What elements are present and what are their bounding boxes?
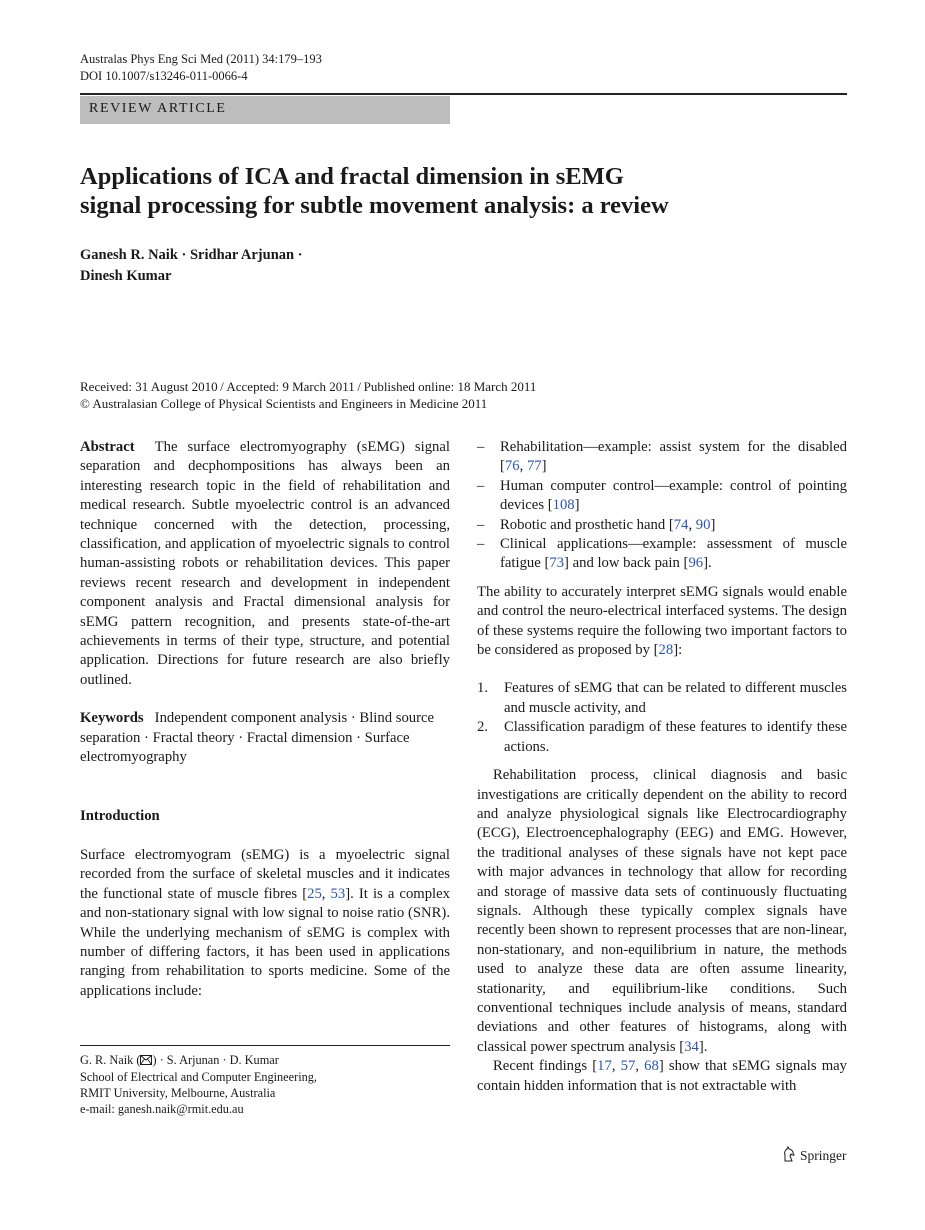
left-column [80, 438, 450, 1001]
ref-close: ] [710, 516, 716, 533]
ref-link[interactable]: 53 [330, 885, 346, 902]
ref-close: ] [574, 497, 580, 514]
footnote-rule [80, 1045, 450, 1046]
list-item-text: Clinical applications—example: assessment of muscle fatigue [ [500, 536, 847, 572]
ref-link[interactable]: 76 [504, 458, 520, 475]
author-footnote [80, 1052, 317, 1117]
introduction-heading: Introduction [80, 807, 160, 824]
ref-link[interactable]: 96 [688, 555, 704, 572]
authors-line-1: Ganesh R. Naik · Sridhar Arjunan · [80, 247, 303, 263]
title-line-1: Applications of ICA and fractal dimension in sEMG [80, 163, 624, 190]
intro-text-a: Surface electromyogram (sEMG) is a myoelectric signal recorded from the surface of skeletal muscles and it indicates the functional state of muscle fibres [ [80, 846, 450, 902]
publisher-name: Springer [800, 1148, 847, 1163]
section-bar [80, 96, 450, 124]
list-item [477, 679, 847, 718]
header-rule [80, 93, 847, 95]
abstract [80, 438, 450, 690]
footnote-line-1a: G. R. Naik ( [80, 1053, 141, 1067]
abstract-label: Abstract [80, 439, 135, 455]
copyright-line: © Australasian College of Physical Scientists and Engineers in Medicine 2011 [80, 396, 488, 411]
list-item-text: Features of sEMG that can be related to different muscles and muscle activity, and [504, 680, 847, 716]
journal-citation [80, 51, 322, 85]
recent-text-a: Recent findings [ [493, 1058, 598, 1075]
list-item [477, 535, 847, 574]
springer-horse-icon [782, 1146, 796, 1166]
keywords-text: Independent component analysis · Blind source separation · Fractal theory · Fractal dimension · Surface electromyography [80, 710, 435, 766]
list-item-mid: ] and low back pain [ [564, 555, 689, 572]
dash-marker: – [477, 516, 485, 533]
publication-history [80, 378, 536, 412]
dash-marker: – [477, 439, 485, 455]
authors-line-2: Dinesh Kumar [80, 268, 172, 284]
author-list [80, 245, 303, 287]
ref-link[interactable]: 77 [526, 458, 542, 475]
right-column [477, 438, 847, 1096]
dates-line: Received: 31 August 2010 / Accepted: 9 March 2011 / Published online: 18 March 2011 [80, 379, 537, 394]
recent-paragraph: Recent findings [17, 57, 68] show that sEMG signals may contain hidden information that is not extractable with [477, 1058, 847, 1094]
footnote-line-1 [80, 1052, 317, 1069]
ref-link[interactable]: 90 [695, 516, 711, 533]
rehab-text-b: ]. [698, 1038, 708, 1055]
ref-link[interactable]: 73 [549, 555, 565, 572]
list-item [477, 477, 847, 516]
keywords [80, 709, 450, 767]
ability-text-a: The ability to accurately interpret sEMG signals would enable and control the neuro-electrical interfaced systems. The design of these systems require the following two important factors to be considered as proposed by [ [477, 583, 847, 659]
intro-text-b: ]. It is a complex and non-stationary signal with low signal to noise ratio (SNR). While the underlying mechanism of sEMG is complex with number of differing factors, it has been used in applications ranging from rehabilitation to sports medicine. Some of the applications include: [80, 885, 450, 999]
ref-close: ]. [703, 555, 712, 572]
list-item [477, 516, 847, 535]
ref-separator: , [688, 516, 696, 533]
ref-link[interactable]: 28 [658, 642, 674, 659]
ref-link[interactable]: 108 [552, 497, 575, 514]
number-marker: 2. [477, 719, 489, 736]
recent-text-b: ] show that sEMG signals may contain hidden information that is not extractable with [477, 1058, 847, 1094]
ref-link[interactable]: 34 [684, 1038, 699, 1055]
ref-link[interactable]: 25 [307, 885, 322, 902]
abstract-text: The surface electromyography (sEMG) signal separation and decphompositions has always been an interesting research topic in the field of rehabilitation and medical research. Subtle myoelectric control is an advanced technique concerned with the detection, processing, classification, and application of myoelectric signals to control human-assisting robots or rehabilitation devices. This paper reviews recent research and development in independent component analysis and Fractal dimensional analysis for sEMG pattern recognition, and presents state-of-the-art achievements in terms of their type, structure, and potential application. Directions for future research are also briefly outlined. [80, 439, 450, 688]
list-item-text: Rehabilitation—example: assist system for the disabled [ [500, 439, 847, 475]
publisher-logo [782, 1146, 847, 1166]
doi-line: DOI 10.1007/s13246-011-0066-4 [80, 69, 248, 83]
factors-list [477, 679, 847, 757]
ref-separator: , [519, 458, 527, 475]
rehab-paragraph [477, 766, 847, 1057]
journal-line: Australas Phys Eng Sci Med (2011) 34:179–193 [80, 52, 322, 66]
ref-close: ] [541, 458, 547, 475]
list-item-text: Robotic and prosthetic hand [ [500, 516, 674, 533]
ref-separator: , [321, 885, 331, 902]
footnote-email[interactable]: e-mail: ganesh.naik@rmit.edu.au [80, 1102, 244, 1116]
list-item [477, 438, 847, 477]
ref-link[interactable]: 57 [620, 1058, 636, 1075]
footnote-line-3: RMIT University, Melbourne, Australia [80, 1086, 276, 1100]
ref-link[interactable]: 17 [597, 1058, 612, 1075]
list-item [477, 718, 847, 757]
title-line-2: signal processing for subtle movement analysis: a review [80, 192, 669, 219]
list-item-text: Human computer control—example: control of pointing devices [ [500, 477, 847, 514]
rehab-text-a: Rehabilitation process, clinical diagnosis and basic investigations are critically dependent on the ability to record and analyze physiological signals like Electrocardiography (ECG), Electroencephalography (EEG) and EMG. However, the traditional analyses of these signals have not kept pace with major advances in technology that allow for recording and storage of massive data sets of continuously fluctuating signals. Although these typically complex signals have recently been shown to represent processes that are non-linear, non-stationary, and non-equilibrium in nature, the methods used to analyze these data are often assume linearity, stationarity, and equilibrium-like conditions. Such conventional techniques include analysis of means, standard deviations and other features of histograms, along with classical power spectrum analysis [ [477, 767, 847, 1055]
footnote-line-2: School of Electrical and Computer Engineering, [80, 1070, 317, 1084]
dash-marker: – [477, 536, 485, 553]
envelope-icon [140, 1053, 152, 1069]
list-item-text: Classification paradigm of these features to identify these actions. [504, 719, 847, 755]
dash-marker: – [477, 477, 485, 494]
keywords-label: Keywords [80, 710, 144, 727]
ability-text-b: ]: [673, 642, 683, 659]
ref-link[interactable]: 74 [673, 516, 689, 533]
ability-paragraph [477, 583, 847, 661]
applications-list [477, 438, 847, 574]
ref-link[interactable]: 68 [644, 1058, 659, 1075]
number-marker: 1. [477, 680, 489, 697]
section-label: REVIEW ARTICLE [89, 101, 227, 116]
intro-paragraph [80, 846, 450, 1001]
footnote-line-1b: ) · S. Arjunan · D. Kumar [152, 1053, 279, 1067]
article-title [80, 162, 780, 220]
